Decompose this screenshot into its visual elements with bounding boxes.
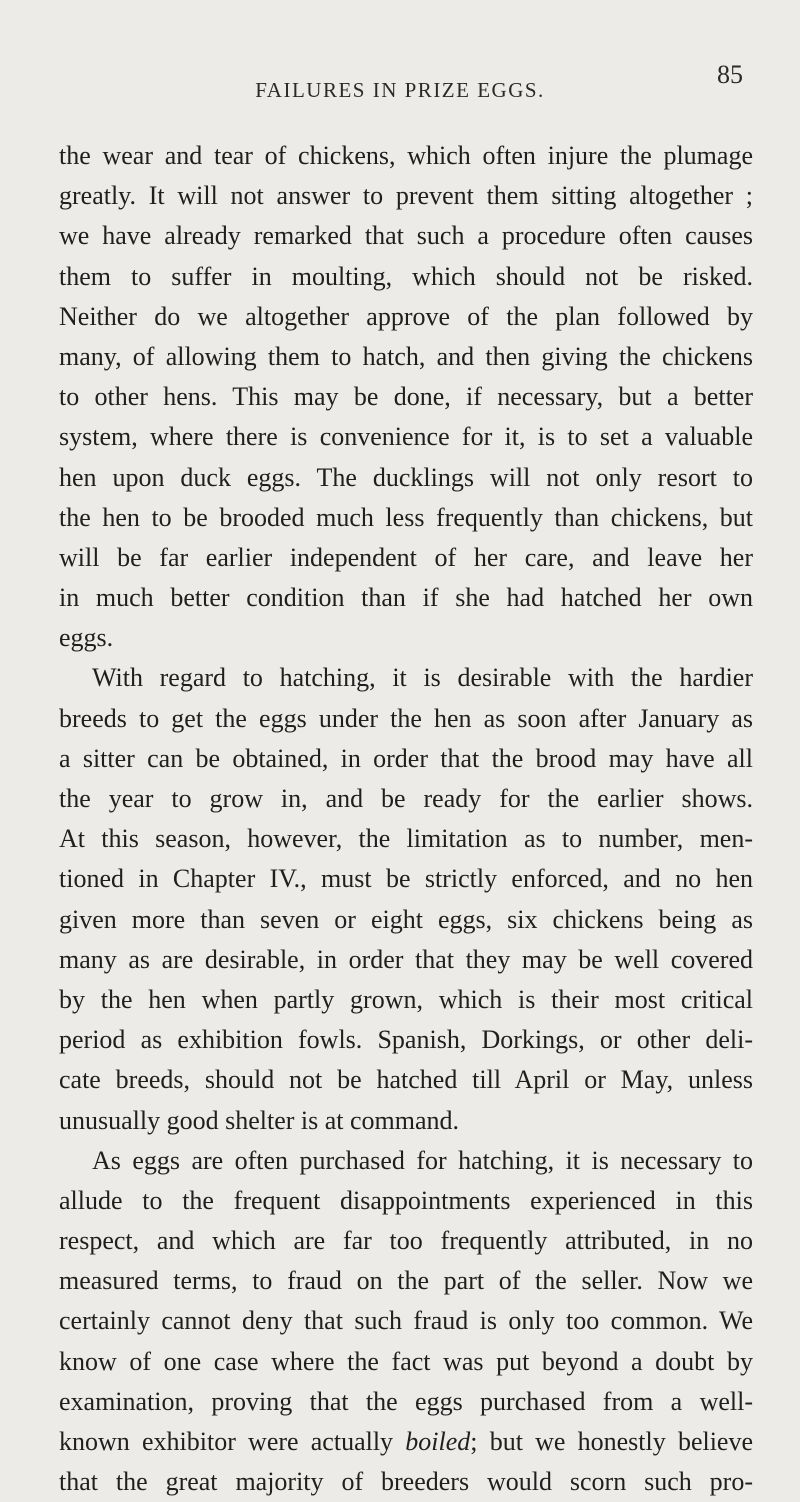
text-line: tioned in Chapter IV., must be strictly enforced, and no hen <box>59 864 753 894</box>
text-line: will be far earlier independent of her care, and leave her <box>59 542 753 572</box>
text-line: greatly. It will not answer to prevent them sitting altogether ; <box>59 181 753 211</box>
text-line: unusually good shelter is at command. <box>59 1105 460 1135</box>
text-line: system, where there is convenience for it, is to set a valuable <box>59 422 753 452</box>
text-line: many, of allowing them to hatch, and then giving the chickens <box>59 341 753 371</box>
text-line: the year to grow in, and be ready for the earlier shows. <box>59 784 753 813</box>
text-line: measured terms, to fraud on the part of the seller. Now we <box>59 1266 753 1296</box>
text-line: given more than seven or eight eggs, six chickens being as <box>59 904 753 934</box>
running-head: FAILURES IN PRIZE EGGS. <box>255 78 545 102</box>
text-line: by the hen when partly grown, which is their most critical <box>59 984 753 1014</box>
text-line: the wear and tear of chickens, which often injure the plumage <box>59 141 753 170</box>
text-line: to other hens. This may be done, if necessary, but a better <box>59 382 753 412</box>
text-line: Neither do we altogether approve of the plan followed by <box>59 301 753 331</box>
text-line: period as exhibition fowls. Spanish, Dorkings, or other deli- <box>59 1025 753 1055</box>
text-line: the hen to be brooded much less frequently than chickens, but <box>59 502 753 532</box>
text-line: At this season, however, the limitation as to number, men- <box>59 824 753 854</box>
text-line: cate breeds, should not be hatched till April or May, unless <box>59 1065 753 1095</box>
text-line: that the great majority of breeders would scorn such pro- <box>59 1467 753 1497</box>
text-line: know of one case where the fact was put beyond a doubt by <box>59 1346 753 1376</box>
text-line: As eggs are often purchased for hatching, it is necessary to <box>92 1145 753 1175</box>
text-line: respect, and which are far too frequently attributed, in no <box>59 1226 753 1256</box>
text-line: them to suffer in moulting, which should not be risked. <box>59 261 753 291</box>
text-line: eggs. <box>59 623 114 653</box>
page-number: 85 <box>717 60 743 89</box>
text-line: allude to the frequent disappointments experienced in this <box>59 1185 753 1215</box>
emphasized-word: boiled <box>405 1427 471 1456</box>
text-line: in much better condition than if she had hatched her own <box>59 583 753 613</box>
body-text <box>59 136 753 1502</box>
text-line: known exhibitor were actually boiled; but we honestly believe <box>59 1427 753 1456</box>
text-line: a sitter can be obtained, in order that the brood may have all <box>59 743 753 773</box>
text-line: many as are desirable, in order that they may be well covered <box>59 944 753 974</box>
text-line: breeds to get the eggs under the hen as soon after January as <box>59 703 753 733</box>
text-line: certainly cannot deny that such fraud is only too common. We <box>59 1306 753 1336</box>
text-line: With regard to hatching, it is desirable with the hardier <box>92 663 753 693</box>
text-line: examination, proving that the eggs purchased from a well- <box>59 1386 753 1416</box>
text-line: we have already remarked that such a procedure often causes <box>59 221 753 251</box>
text-line: hen upon duck eggs. The ducklings will not only resort to <box>59 462 753 492</box>
